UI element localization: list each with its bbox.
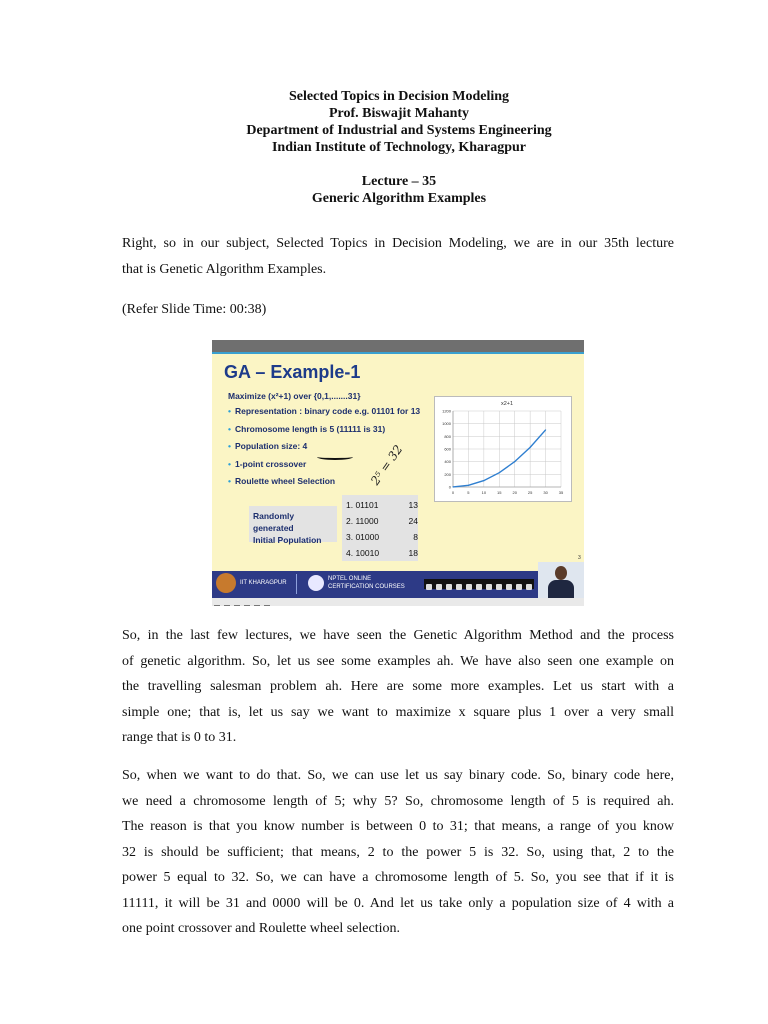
bullet-dot-icon: •	[228, 406, 231, 416]
chromosome-code: 3. 01000	[346, 532, 380, 542]
table-row	[342, 545, 418, 561]
presenter-video	[538, 562, 584, 598]
annotation-toolbar[interactable]	[424, 579, 534, 589]
intro-paragraph	[122, 231, 674, 282]
chromosome-code: 4. 10010	[346, 548, 380, 558]
presenter-head	[555, 566, 567, 580]
y-tick-label: 800	[444, 433, 451, 439]
menu-icon[interactable]	[244, 605, 250, 606]
bullet-dot-icon: •	[228, 423, 231, 434]
chromosome-value: 18	[408, 548, 418, 558]
y-tick-label: 200	[444, 471, 451, 477]
undo-icon[interactable]	[476, 584, 482, 590]
text-line: simple one; that is, let us say we want to maximize x square plus 1 over a very small	[122, 704, 674, 720]
chromosome-value: 24	[408, 516, 418, 526]
table-row	[342, 529, 418, 545]
text-line: of genetic algorithm. So, let us see some examples ah. We have also seen one example on	[122, 653, 674, 669]
text-line: one point crossover and Roulette wheel selection.	[122, 921, 400, 936]
slide-number: 3	[578, 555, 581, 561]
x-tick-label: 10	[481, 490, 487, 495]
slide-image	[212, 340, 584, 606]
data-point	[452, 486, 453, 487]
random-label-line2: Initial Population	[253, 535, 322, 545]
x-tick-label: 30	[543, 490, 548, 495]
line-chart	[435, 397, 571, 501]
lecture-title: Generic Algorithm Examples	[311, 191, 487, 206]
y-tick-label: 600	[444, 446, 451, 452]
more-icon[interactable]	[264, 605, 270, 606]
y-tick-label: 1000	[442, 421, 451, 427]
slide-title: GA – Example-1	[224, 362, 361, 382]
y-tick-label: 400	[444, 459, 451, 465]
text-line: we need a chromosome length of 5; why 5? So, chromosome length of 5 is required ah.	[122, 793, 674, 809]
data-point	[483, 480, 484, 481]
highlighter-icon[interactable]	[436, 584, 442, 590]
prev-slide-icon[interactable]	[214, 605, 220, 606]
text-icon[interactable]	[506, 584, 512, 590]
chromosome-code: 1. 01101	[346, 500, 379, 510]
y-tick-label: 1200	[442, 408, 451, 414]
table-row	[342, 497, 418, 513]
bullet-text: Representation : binary code e.g. 01101 for 13	[234, 406, 421, 416]
data-point	[499, 472, 500, 473]
text-line: 11111, it will be 31 and 0000 will be 0. And let us take only a population size of 4 with a	[122, 895, 674, 911]
text-line: power 5 equal to 32. So, we can have a chromosome length of 5. So, you see that if it is	[122, 870, 674, 885]
department-name: Department of Industrial and Systems Engineering	[246, 123, 552, 138]
lecture-number: Lecture – 35	[361, 174, 437, 189]
iit-logo-icon	[216, 573, 236, 593]
bullet-item	[228, 473, 420, 491]
population-table	[342, 495, 418, 561]
data-point	[545, 429, 546, 430]
text-line: that is Genetic Algorithm Examples.	[122, 261, 327, 277]
chromosome-value: 13	[408, 500, 418, 510]
footer-nptel-line1: NPTEL ONLINE	[328, 576, 372, 582]
footer-divider	[296, 574, 297, 594]
text-line: range that is 0 to 31.	[122, 730, 237, 745]
footer-institute: IIT KHARAGPUR	[240, 580, 287, 586]
pointer-icon[interactable]	[456, 584, 462, 590]
chromosome-value: 8	[413, 532, 418, 542]
clear-icon[interactable]	[496, 584, 502, 590]
data-point	[468, 485, 469, 486]
slide-top-strip	[212, 352, 584, 354]
bullet-item	[228, 421, 420, 439]
body-paragraph-3	[122, 763, 674, 942]
zoom-icon[interactable]	[254, 605, 260, 606]
random-population-label	[249, 506, 337, 545]
refer-text: (Refer Slide Time: 00:38)	[122, 302, 267, 317]
institute-name: Indian Institute of Technology, Kharagpur	[271, 140, 526, 155]
eraser-icon[interactable]	[446, 584, 452, 590]
body-paragraph-2	[122, 623, 674, 751]
bullet-dot-icon: •	[228, 476, 231, 486]
redo-icon[interactable]	[486, 584, 492, 590]
nptel-logo-icon	[308, 575, 324, 591]
professor-name: Prof. Biswajit Mahanty	[328, 106, 470, 121]
slide-footer-bar	[212, 571, 584, 598]
x-tick-label: 0	[451, 490, 455, 495]
text-line: 32 is should be sufficient; that means, 2 to the power 5 is 32. So, using that, 2 to the	[122, 844, 674, 860]
bullet-text: Population size: 4	[234, 441, 308, 451]
chart-panel	[434, 396, 572, 502]
handwritten-underline	[317, 454, 353, 460]
presenter-body	[548, 580, 574, 598]
slide-nav-controls[interactable]	[212, 598, 584, 606]
text-line: So, in the last few lectures, we have seen the Genetic Algorithm Method and the process	[122, 628, 674, 643]
slide-top-bar	[212, 340, 584, 352]
refer-slide-time	[122, 297, 674, 323]
data-point	[514, 461, 515, 462]
x-tick-label: 5	[467, 490, 470, 495]
random-label-line1: Randomly generated	[253, 511, 295, 533]
chart-title: x2+1	[500, 401, 514, 407]
footer-nptel	[328, 575, 405, 591]
text-line: The reason is that you know number is between 0 to 31; that means, a range of you know	[122, 819, 674, 834]
x-tick-label: 20	[512, 490, 517, 495]
document-header	[0, 88, 768, 207]
x-tick-label: 25	[527, 490, 533, 495]
shape-icon[interactable]	[516, 584, 522, 590]
bullet-text: 1-point crossover	[234, 458, 307, 469]
text-line: the travelling salesman problem ah. Here are some more examples. Let us start with a	[122, 679, 674, 694]
bullet-dot-icon: •	[228, 458, 231, 469]
pen-tool-icon[interactable]	[234, 605, 240, 606]
close-icon[interactable]	[526, 584, 532, 590]
bullet-item	[228, 403, 420, 421]
slide-objective: Maximize (x²+1) over {0,1,.......31}	[228, 391, 361, 401]
text-line: So, when we want to do that. So, we can use let us say binary code. So, binary code here,	[122, 768, 674, 783]
x-tick-label: 35	[558, 490, 564, 495]
course-title: Selected Topics in Decision Modeling	[288, 89, 510, 104]
chromosome-code: 2. 11000	[346, 516, 379, 526]
data-point	[530, 447, 531, 448]
bullet-text: Chromosome length is 5 (11111 is 31)	[234, 423, 386, 434]
color-icon[interactable]	[466, 584, 472, 590]
bullet-dot-icon: •	[228, 441, 231, 451]
table-row	[342, 513, 418, 529]
footer-nptel-line2: CERTIFICATION COURSES	[328, 584, 405, 590]
text-line: Right, so in our subject, Selected Topics in Decision Modeling, we are in our 35th lecture	[122, 236, 674, 251]
handwritten-note: 2⁵ = 32	[367, 442, 406, 488]
x-tick-label: 15	[497, 490, 502, 495]
bullet-text: Roulette wheel Selection	[234, 476, 336, 486]
next-slide-icon[interactable]	[224, 605, 230, 606]
y-tick-label: 0	[448, 484, 451, 490]
pen-icon[interactable]	[426, 584, 432, 590]
